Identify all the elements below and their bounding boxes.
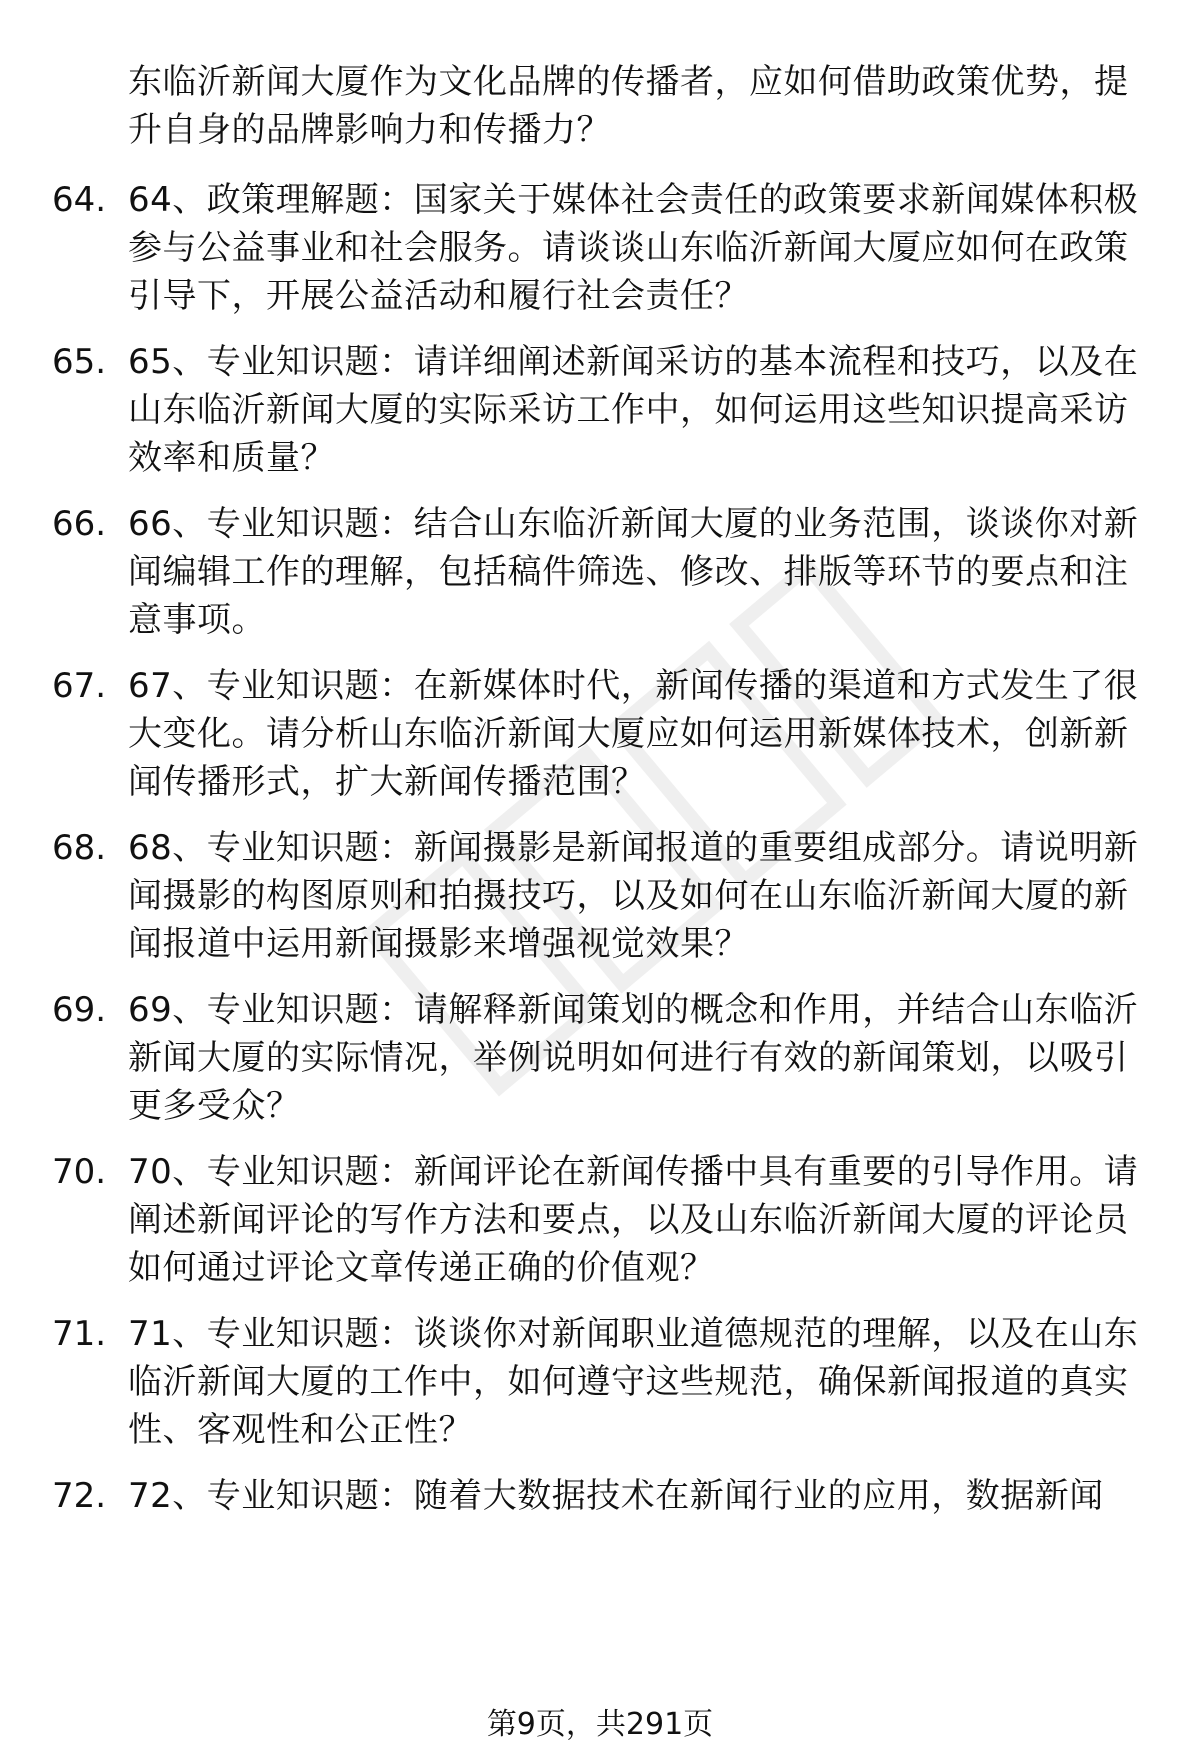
page-footer: 第9页，共291页 [486,1707,714,1742]
question-text: 64、政策理解题：国家关于媒体社会责任的政策要求新闻媒体积极参与公益事业和社会服务。请谈谈山东临沂新闻大厦应如何在政策引导下，开展公益活动和履行社会责任？ [128,180,1139,316]
question-number: 64. [52,180,107,220]
question-number: 65. [52,342,107,382]
question-text: 65、专业知识题：请详细阐述新闻采访的基本流程和技巧，以及在山东临沂新闻大厦的实际采访工作中，如何运用这些知识提高采访效率和质量？ [128,342,1139,478]
question-number: 69. [52,990,107,1030]
question-number: 68. [52,828,107,868]
continuation-text: 东临沂新闻大厦作为文化品牌的传播者，应如何借助政策优势，提升自身的品牌影响力和传播力？ [128,62,1129,150]
question-number: 66. [52,504,107,544]
question-number: 70. [52,1152,107,1192]
question-text: 67、专业知识题：在新媒体时代，新闻传播的渠道和方式发生了很大变化。请分析山东临沂新闻大厦应如何运用新媒体技术，创新新闻传播形式，扩大新闻传播范围？ [128,666,1139,802]
question-number: 72. [52,1476,107,1516]
question-number: 67. [52,666,107,706]
question-text: 69、专业知识题：请解释新闻策划的概念和作用，并结合山东临沂新闻大厦的实际情况，举例说明如何进行有效的新闻策划，以吸引更多受众？ [128,990,1139,1126]
question-text: 72、专业知识题：随着大数据技术在新闻行业的应用，数据新闻 [128,1476,1104,1516]
question-text: 66、专业知识题：结合山东临沂新闻大厦的业务范围，谈谈你对新闻编辑工作的理解，包括稿件筛选、修改、排版等环节的要点和注意事项。 [128,504,1139,640]
question-text: 68、专业知识题：新闻摄影是新闻报道的重要组成部分。请说明新闻摄影的构图原则和拍摄技巧，以及如何在山东临沂新闻大厦的新闻报道中运用新闻摄影来增强视觉效果？ [128,828,1139,964]
question-text: 70、专业知识题：新闻评论在新闻传播中具有重要的引导作用。请阐述新闻评论的写作方法和要点，以及山东临沂新闻大厦的评论员如何通过评论文章传递正确的价值观？ [128,1152,1139,1288]
question-text: 71、专业知识题：谈谈你对新闻职业道德规范的理解，以及在山东临沂新闻大厦的工作中，如何遵守这些规范，确保新闻报道的真实性、客观性和公正性？ [128,1314,1139,1450]
question-number: 71. [52,1314,107,1354]
